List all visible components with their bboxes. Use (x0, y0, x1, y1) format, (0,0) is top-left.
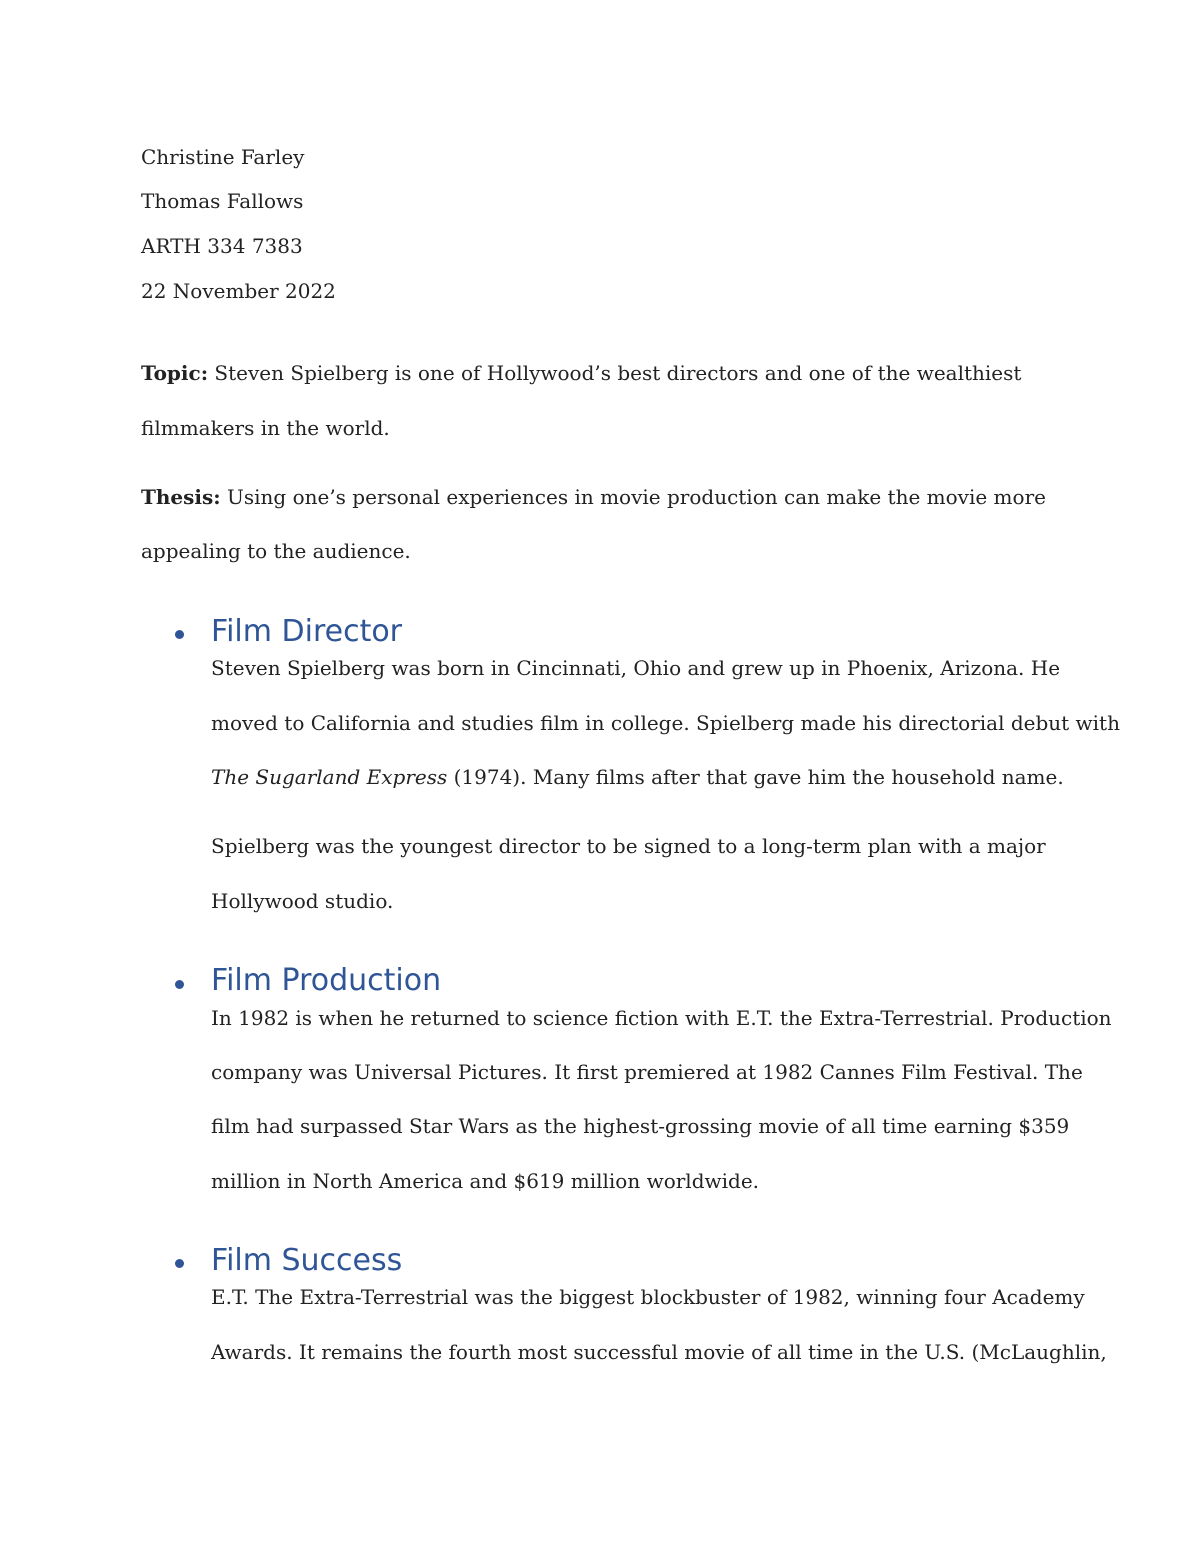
film-production-line-1: In 1982 is when he returned to science fiction with E.T. the Extra-Terrestrial. Production (211, 1006, 1112, 1030)
document-date: 22 November 2022 (141, 279, 336, 303)
thesis-text-1: Using one’s personal experiences in movie production can make the movie more (220, 485, 1046, 509)
film-success-line-2: Awards. It remains the fourth most successful movie of all time in the U.S. (McLaughlin, (211, 1340, 1107, 1364)
film-title-italic: The Sugarland Express (211, 765, 448, 789)
topic-label: Topic: (141, 361, 209, 385)
bullet-icon (175, 630, 184, 639)
film-director-line-1: Steven Spielberg was born in Cincinnati, Ohio and grew up in Phoenix, Arizona. He (211, 656, 1061, 680)
thesis-label: Thesis: (141, 485, 221, 509)
course-number: ARTH 334 7383 (141, 234, 303, 258)
topic-text-1: Steven Spielberg is one of Hollywood’s best directors and one of the wealthiest (208, 361, 1022, 385)
film-director-para2-line-1: Spielberg was the youngest director to be signed to a long-term plan with a major (211, 834, 1046, 858)
instructor-name: Thomas Fallows (141, 189, 304, 213)
bullet-icon (175, 1259, 184, 1268)
thesis-line-1 (141, 485, 1046, 509)
thesis-text-2: appealing to the audience. (141, 539, 411, 563)
bullet-icon (175, 980, 184, 989)
film-director-line-3-rest: (1974). Many films after that gave him the household name. (447, 765, 1064, 789)
film-production-line-4: million in North America and $619 million worldwide. (211, 1169, 760, 1193)
student-name: Christine Farley (141, 145, 305, 169)
film-director-para2-line-2: Hollywood studio. (211, 889, 394, 913)
topic-line-1 (141, 361, 1021, 385)
film-production-line-3: film had surpassed Star Wars as the highest-grossing movie of all time earning $359 (211, 1114, 1070, 1138)
film-director-line-2: moved to California and studies film in college. Spielberg made his directorial debut with (211, 711, 1120, 735)
section-heading-film-production: Film Production (211, 963, 442, 998)
film-production-line-2: company was Universal Pictures. It first premiered at 1982 Cannes Film Festival. The (211, 1060, 1083, 1084)
film-success-line-1: E.T. The Extra-Terrestrial was the biggest blockbuster of 1982, winning four Academy (211, 1285, 1085, 1309)
film-director-line-3 (211, 765, 1064, 789)
section-heading-film-director: Film Director (211, 614, 403, 649)
section-heading-film-success: Film Success (211, 1243, 403, 1278)
topic-text-2: filmmakers in the world. (141, 416, 390, 440)
